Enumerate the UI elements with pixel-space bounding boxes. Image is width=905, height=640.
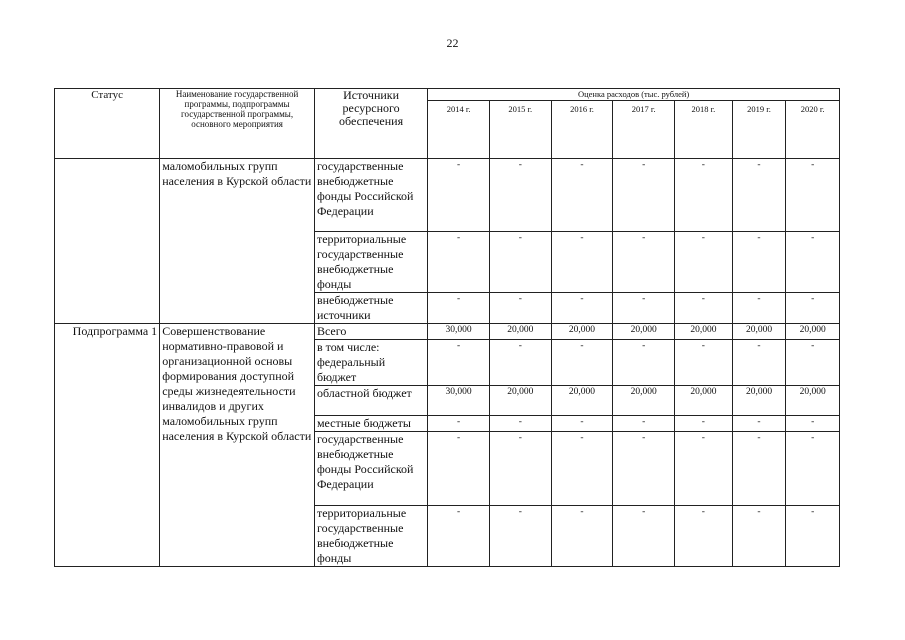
value-cell: 20,000 [675, 324, 733, 340]
value-cell: - [428, 293, 490, 324]
status-cell: Подпрограмма 1 [55, 324, 160, 567]
value-cell: - [732, 159, 786, 232]
value-cell: - [732, 506, 786, 567]
header-name: Наименование государственной программы, подпрограммы государственной программы, основного мероприятия [160, 89, 315, 159]
value-cell: - [428, 416, 490, 432]
value-cell: - [489, 340, 551, 386]
value-cell: 20,000 [551, 324, 613, 340]
value-cell: - [613, 432, 675, 506]
value-cell: 20,000 [489, 324, 551, 340]
table-row [55, 159, 840, 232]
value-cell: - [613, 159, 675, 232]
source-cell: территориальные государственные внебюджетные фонды [314, 506, 427, 567]
status-cell [55, 159, 160, 324]
value-cell: - [786, 159, 840, 232]
value-cell: - [732, 416, 786, 432]
value-cell: 20,000 [732, 386, 786, 416]
value-cell: 20,000 [613, 386, 675, 416]
source-cell: территориальные государственные внебюджетные фонды [314, 232, 427, 293]
value-cell: - [551, 416, 613, 432]
value-cell: - [786, 506, 840, 567]
value-cell: - [428, 340, 490, 386]
budget-table [54, 88, 840, 567]
value-cell: 20,000 [732, 324, 786, 340]
value-cell: - [732, 340, 786, 386]
program-name: маломобильных групп населения в Курской области [160, 159, 315, 324]
value-cell: - [551, 232, 613, 293]
value-cell: - [551, 159, 613, 232]
value-cell: 20,000 [613, 324, 675, 340]
value-cell: 20,000 [786, 386, 840, 416]
value-cell: 30,000 [428, 386, 490, 416]
value-cell: - [613, 506, 675, 567]
value-cell: - [675, 506, 733, 567]
value-cell: - [428, 159, 490, 232]
value-cell: - [551, 293, 613, 324]
value-cell: - [786, 416, 840, 432]
source-cell: местные бюджеты [314, 416, 427, 432]
value-cell: - [489, 506, 551, 567]
value-cell: - [428, 506, 490, 567]
value-cell: - [551, 340, 613, 386]
value-cell: - [489, 432, 551, 506]
value-cell: - [786, 432, 840, 506]
table-row [55, 324, 840, 340]
source-cell: в том числе: федеральный бюджет [314, 340, 427, 386]
header-year: 2020 г. [786, 101, 840, 159]
value-cell: - [732, 232, 786, 293]
value-cell: 20,000 [489, 386, 551, 416]
value-cell: - [428, 232, 490, 293]
source-cell: внебюджетные источники [314, 293, 427, 324]
value-cell: - [786, 232, 840, 293]
value-cell: - [786, 340, 840, 386]
page-number: 22 [446, 36, 459, 50]
value-cell: - [551, 506, 613, 567]
value-cell: - [732, 432, 786, 506]
value-cell: 20,000 [551, 386, 613, 416]
value-cell: - [675, 232, 733, 293]
value-cell: - [613, 416, 675, 432]
value-cell: 20,000 [675, 386, 733, 416]
value-cell: - [675, 293, 733, 324]
header-year: 2016 г. [551, 101, 613, 159]
program-name: Совершенствование нормативно-правовой и организационной основы формирования доступной среды жизнедеятельности инвалидов и других маломобильных групп населения в Курской области [160, 324, 315, 567]
value-cell: - [489, 232, 551, 293]
value-cell: - [675, 432, 733, 506]
source-cell: Всего [314, 324, 427, 340]
header-year: 2015 г. [489, 101, 551, 159]
header-year: 2014 г. [428, 101, 490, 159]
value-cell: - [675, 416, 733, 432]
source-cell: областной бюджет [314, 386, 427, 416]
source-cell: государственные внебюджетные фонды Российской Федерации [314, 159, 427, 232]
value-cell: - [489, 159, 551, 232]
value-cell: - [675, 340, 733, 386]
value-cell: - [489, 293, 551, 324]
header-year: 2018 г. [675, 101, 733, 159]
value-cell: - [428, 432, 490, 506]
value-cell: - [786, 293, 840, 324]
value-cell: - [551, 432, 613, 506]
value-cell: 20,000 [786, 324, 840, 340]
value-cell: - [613, 340, 675, 386]
header-sources: Источники ресурсного обеспечения [314, 89, 427, 159]
value-cell: - [613, 293, 675, 324]
header-status: Статус [55, 89, 160, 159]
header-year: 2017 г. [613, 101, 675, 159]
value-cell: - [613, 232, 675, 293]
value-cell: - [489, 416, 551, 432]
header-year: 2019 г. [732, 101, 786, 159]
value-cell: - [732, 293, 786, 324]
header-costs: Оценка расходов (тыс. рублей) [428, 89, 840, 101]
value-cell: 30,000 [428, 324, 490, 340]
value-cell: - [675, 159, 733, 232]
source-cell: государственные внебюджетные фонды Российской Федерации [314, 432, 427, 506]
